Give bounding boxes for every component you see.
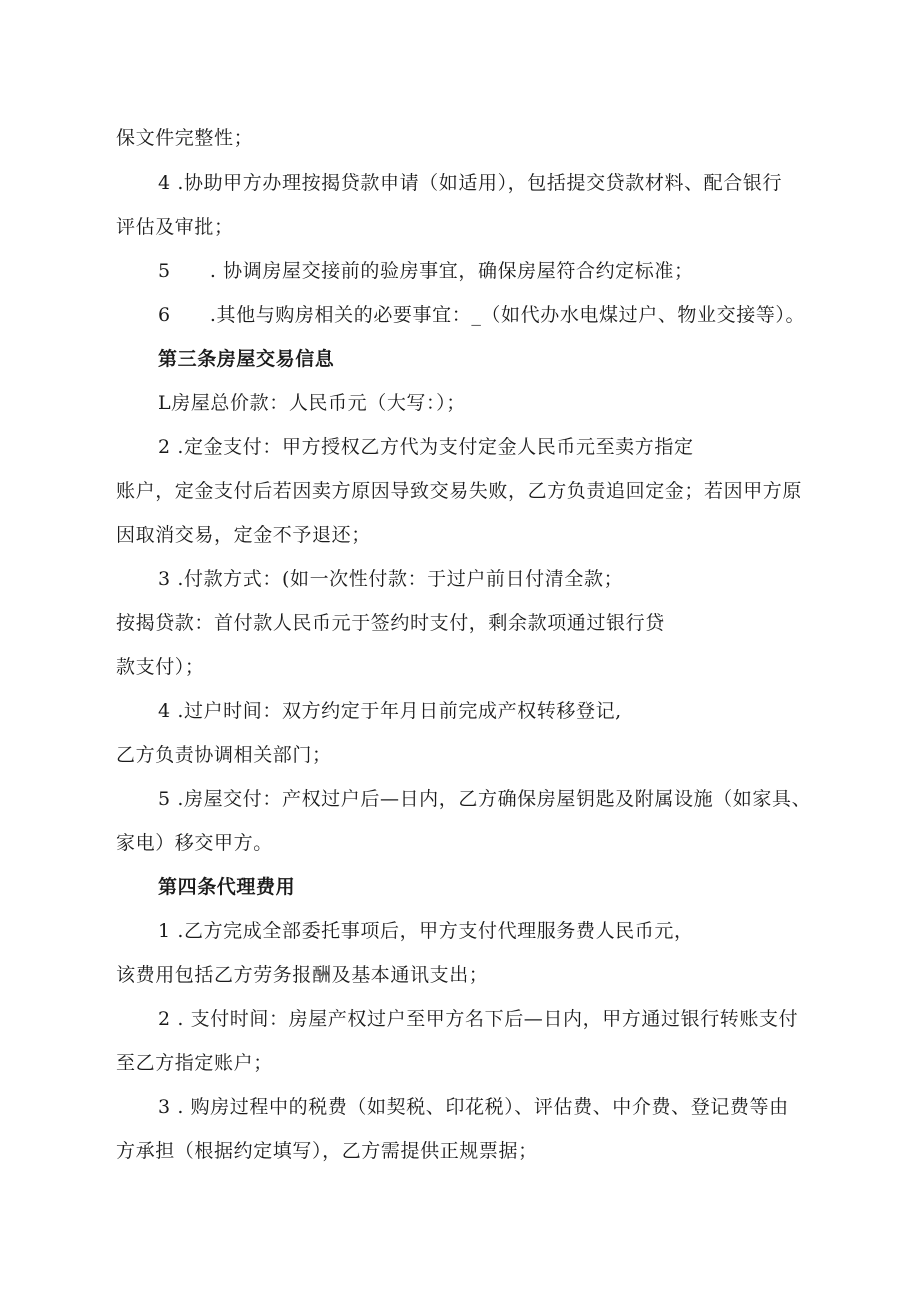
list-item: 4 .协助甲方办理按揭贷款申请（如适用），包括提交贷款材料、配合银行 — [158, 172, 783, 194]
text-line: 因取消交易，定金不予退还； — [116, 524, 371, 546]
list-item: 3 . 购房过程中的税费（如契税、印花税）、评估费、中介费、登记费等由 — [158, 1096, 789, 1118]
list-item: 3 .付款方式：(如一次性付款：于过户前日付清全款； — [158, 568, 624, 590]
list-item: 5 .房屋交付：产权过户后—日内，乙方确保房屋钥匙及附属设施（如家具、 — [158, 788, 812, 810]
section-heading: 第三条房屋交易信息 — [158, 348, 335, 370]
text-line: 按揭贷款：首付款人民币元于签约时支付，剩余款项通过银行贷 — [116, 612, 665, 634]
list-item: L房屋总价款：人民币元（大写：）； — [158, 392, 466, 414]
text-line: 乙方负责协调相关部门； — [116, 744, 332, 766]
text-line: 账户，定金支付后若因卖方原因导致交易失败，乙方负责追回定金；若因甲方原 — [116, 480, 803, 502]
text-line: 该费用包括乙方劳务报酬及基本通讯支出； — [116, 964, 489, 986]
list-item: 5 . 协调房屋交接前的验房事宜，确保房屋符合约定标准； — [158, 260, 694, 282]
text-line: 款支付）； — [116, 656, 205, 678]
section-heading: 第四条代理费用 — [158, 876, 296, 898]
text-line: 方承担（根据约定填写），乙方需提供正规票据； — [116, 1140, 538, 1162]
list-item: 2 . 支付时间：房屋产权过户至甲方名下后—日内，甲方通过银行转账支付 — [158, 1008, 799, 1030]
text-line: 评估及审批； — [116, 216, 234, 238]
text-line: 至乙方指定账户； — [116, 1052, 273, 1074]
list-item: 1 .乙方完成全部委托事项后，甲方支付代理服务费人民币元， — [158, 920, 694, 942]
list-item: 2 .定金支付：甲方授权乙方代为支付定金人民币元至卖方指定 — [158, 436, 694, 458]
list-item: 4 .过户时间：双方约定于年月日前完成产权转移登记, — [158, 700, 622, 722]
list-item: 6 .其他与购房相关的必要事宜：_（如代办水电煤过户、物业交接等）。 — [158, 304, 806, 326]
text-line: 保文件完整性； — [116, 127, 254, 149]
text-line: 家电）移交甲方。 — [116, 832, 273, 854]
